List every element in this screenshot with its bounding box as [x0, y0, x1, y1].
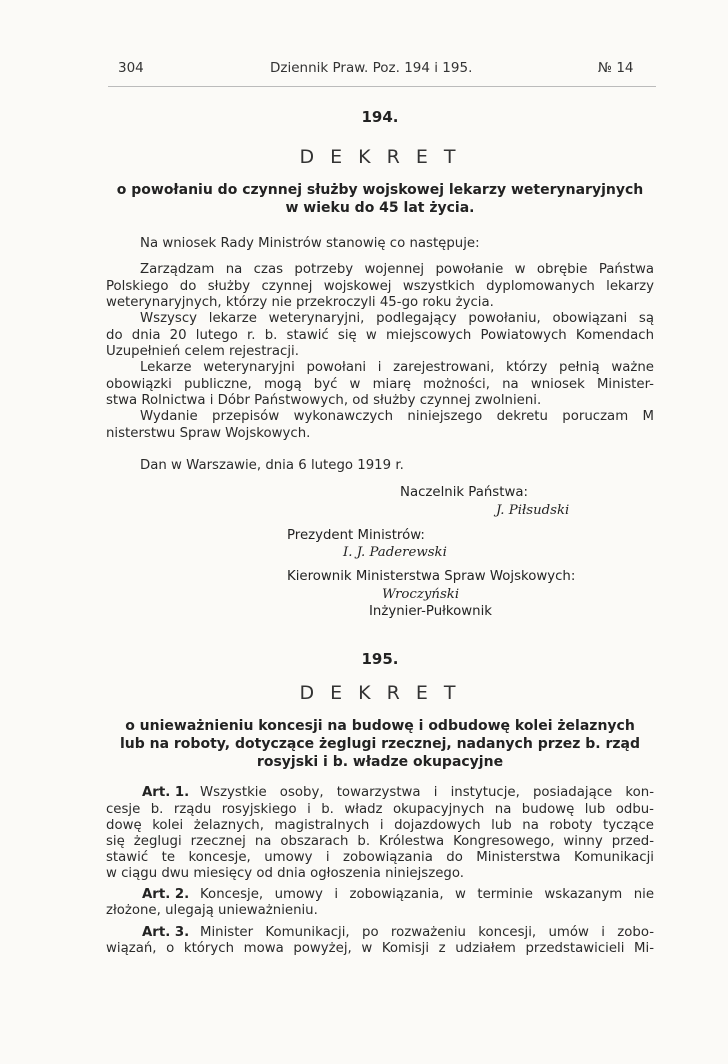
decree-194-body-line: Lekarze weterynaryjni powołani i zarejestrowani, którzy pełnią ważne	[140, 360, 654, 375]
article-1-label: Art. 1.	[142, 785, 190, 800]
issue-number: № 14	[598, 60, 634, 76]
article-3-line: Minister Komunikacji, po rozważeniu koncesji, umów i zobo-	[200, 925, 654, 940]
decree-194-heading: D E K R E T	[299, 146, 461, 168]
decree-194-date-line: Dan w Warszawie, dnia 6 lutego 1919 r.	[140, 458, 404, 473]
journal-title: Dziennik Praw. Poz. 194 i 195.	[270, 60, 473, 76]
article-1-line: stawić te koncesje, umowy i zobowiązania do Ministerstwa Komunikacji	[106, 850, 654, 865]
decree-194-body-line: stwa Rolnictwa i Dóbr Państwowych, od służby czynnej zwolnieni.	[106, 393, 542, 408]
decree-194-title-line-1: o powołaniu do czynnej służby wojskowej lekarzy weterynaryjnych	[116, 182, 644, 198]
head-of-state-signature: J. Piłsudski	[496, 503, 570, 518]
decree-194-body-line: nisterstwu Spraw Wojskowych.	[106, 426, 311, 441]
article-1-line: się żeglugi rzecznej na obszarach b. Królestwa Kongresowego, winny przed-	[106, 834, 654, 849]
article-3-label: Art. 3.	[142, 925, 190, 940]
decree-194-preamble: Na wniosek Rady Ministrów stanowię co następuje:	[140, 236, 480, 251]
article-2-line: Koncesje, umowy i zobowiązania, w terminie wskazanym nie	[200, 887, 654, 902]
decree-195-title-line-2: lub na roboty, dotyczące żeglugi rzecznej, nadanych przez b. rząd	[119, 736, 641, 752]
decree-194-body-line: Polskiego do służby czynnej wojskowej wszystkich dyplomowanych lekarzy	[106, 279, 654, 294]
decree-194-body-line: Wydanie przepisów wykonawczych niniejszego dekretu poruczam M	[140, 409, 654, 424]
military-minister-signature: Wroczyński	[382, 587, 460, 602]
decree-195-title-line-3: rosyjski i b. władze okupacyjne	[256, 754, 504, 770]
prime-minister-title: Prezydent Ministrów:	[287, 528, 425, 543]
decree-194-body-line: Zarządzam na czas potrzeby wojennej powołanie w obrębie Państwa	[140, 262, 654, 277]
article-1-line: Wszystkie osoby, towarzystwa i instytucje, posiadające kon-	[200, 785, 654, 800]
decree-194-title-line-2: w wieku do 45 lat życia.	[285, 200, 475, 216]
decree-195-title-line-1: o unieważnieniu koncesji na budowę i odbudowę kolei żelaznych	[125, 718, 635, 734]
military-minister-title: Kierownik Ministerstwa Spraw Wojskowych:	[287, 569, 576, 584]
article-1-line: cesje b. rządu rosyjskiego i b. władz okupacyjnych na budowę lub odbu-	[106, 802, 654, 817]
decree-194-body-line: Wszyscy lekarze weterynaryjni, podlegający powołaniu, obowiązani są	[140, 311, 654, 326]
article-3-line: wiązań, o których mowa powyżej, w Komisji z udziałem przedstawicieli Mi-	[106, 941, 654, 956]
article-2-label: Art. 2.	[142, 887, 190, 902]
decree-195-heading: D E K R E T	[299, 682, 461, 704]
decree-194-body-line: obowiązki publiczne, mogą być w miarę możności, na wniosek Minister-	[106, 377, 654, 392]
header-rule	[108, 86, 656, 87]
decree-194-body-line: weterynaryjnych, którzy nie przekroczyli 45-go roku życia.	[106, 295, 494, 310]
article-2-line: złożone, ulegają unieważnieniu.	[106, 903, 318, 918]
decree-194-body-line: Uzupełnień celem rejestracji.	[106, 344, 299, 359]
decree-195-number: 195.	[361, 650, 399, 668]
decree-194-body-line: do dnia 20 lutego r. b. stawić się w miejscowych Powiatowych Komendach	[106, 328, 654, 343]
head-of-state-title: Naczelnik Państwa:	[400, 485, 528, 500]
article-1-line: dowę kolei żelaznych, magistralnych i dojazdowych lub na roboty tyczące	[106, 818, 654, 833]
article-1-line: w ciągu dwu miesięcy od dnia ogłoszenia niniejszego.	[106, 866, 464, 881]
military-minister-rank: Inżynier-Pułkownik	[369, 604, 492, 619]
decree-194-number: 194.	[361, 108, 399, 126]
page-number: 304	[118, 60, 144, 76]
prime-minister-signature: I. J. Paderewski	[343, 545, 447, 560]
